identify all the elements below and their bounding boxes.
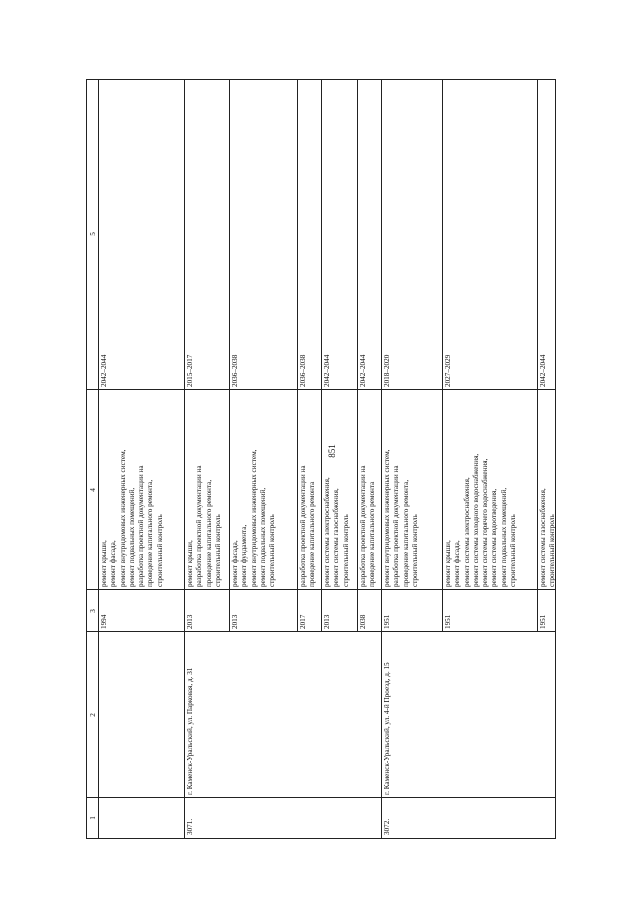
work-line: строительный контроль	[410, 514, 419, 587]
works-cell	[185, 390, 224, 590]
year-cell: 2013	[323, 614, 331, 629]
year-cell: 2013	[186, 614, 194, 629]
work-line: ремонт крыши,	[186, 540, 194, 587]
year-cell: 2013	[231, 614, 239, 629]
period-cell: 2036–2038	[299, 354, 307, 387]
document-sheet	[86, 79, 556, 839]
work-line: ремонт системы холодного водоснабжения,	[471, 453, 480, 587]
period-cell: 2018–2020	[383, 354, 391, 387]
period-cell: 2042–2044	[323, 354, 331, 387]
work-line: строительный контроль	[509, 514, 518, 587]
period-cell: 2027–2029	[444, 354, 452, 387]
address-cell: г. Каменск-Уральский, ул. 4-й Проезд, д. 15	[383, 662, 391, 795]
work-line: ремонт подвальных помещений,	[127, 487, 136, 587]
period-cell: 2042–2044	[100, 354, 108, 387]
work-line: ремонт фундамента,	[240, 524, 249, 587]
header-col-3: 3	[89, 609, 97, 613]
works-cell	[538, 390, 559, 590]
page-number: 851	[327, 444, 337, 458]
works-cell	[322, 390, 352, 590]
header-col-4: 4	[89, 488, 97, 492]
work-line: ремонт подвальных помещений,	[258, 487, 267, 587]
work-line: ремонт системы газоснабжения,	[539, 488, 547, 587]
work-line: ремонт внутридомовых инженерных систем,	[383, 449, 391, 587]
header-col-2: 2	[89, 713, 97, 717]
row-number: 3072.	[383, 818, 391, 835]
work-line: строительный контроль	[341, 514, 350, 587]
work-line: ремонт фасада,	[453, 540, 462, 587]
work-line: строительный контроль	[213, 514, 222, 587]
work-line: строительный контроль	[548, 514, 557, 587]
work-line: разработка проектной документации на	[195, 465, 204, 587]
work-line: ремонт крыши,	[444, 540, 452, 587]
work-line: ремонт внутридомовых инженерных систем,	[118, 449, 127, 587]
works-cell	[382, 390, 421, 590]
work-line: проведение капитального ремонта,	[146, 479, 155, 587]
year-cell: 1951	[539, 614, 547, 629]
period-cell: 2042–2044	[539, 354, 547, 387]
work-line: проведение капитального ремонта	[368, 481, 377, 587]
work-line: ремонт внутридомовых инженерных систем,	[249, 449, 258, 587]
year-cell: 1951	[383, 614, 391, 629]
header-col-5: 5	[89, 232, 97, 236]
work-line: ремонт системы газоснабжения,	[332, 488, 341, 587]
col-divider	[87, 797, 555, 798]
year-cell: 1951	[444, 614, 452, 629]
year-cell: 1994	[100, 614, 108, 629]
period-cell: 2036–2038	[231, 354, 239, 387]
work-line: ремонт системы водоотведения,	[490, 488, 499, 587]
address-cell: г. Каменск-Уральский, ул. Парковая, д. 31	[186, 667, 194, 795]
period-cell: 2015–2017	[186, 354, 194, 387]
work-line: разработка проектной документации на	[299, 465, 307, 587]
work-line: ремонт системы горячего водоснабжения,	[481, 458, 490, 587]
row-number: 3071.	[186, 818, 194, 835]
work-line: ремонт крыши,	[100, 540, 108, 587]
work-line: проведение капитального ремонта,	[401, 479, 410, 587]
works-cell	[358, 390, 379, 590]
work-line: строительный контроль	[155, 514, 164, 587]
works-table	[86, 79, 556, 839]
work-line: разработка проектной документации на	[359, 465, 367, 587]
works-cell	[99, 390, 166, 590]
work-line: разработка проектной документации на	[137, 465, 146, 587]
work-line: ремонт фасада,	[109, 540, 118, 587]
period-cell: 2042–2044	[359, 354, 367, 387]
work-line: проведение капитального ремонта,	[204, 479, 213, 587]
works-cell	[298, 390, 319, 590]
work-line: ремонт системы электроснабжения,	[323, 477, 331, 587]
work-line: проведение капитального ремонта	[308, 481, 317, 587]
work-line: разработка проектной документации на	[392, 465, 401, 587]
year-cell: 2038	[359, 614, 367, 629]
year-cell: 2017	[299, 614, 307, 629]
work-line: строительный контроль	[268, 514, 277, 587]
work-line: ремонт системы электроснабжения,	[462, 477, 471, 587]
works-cell	[443, 390, 519, 590]
header-col-1: 1	[89, 816, 97, 820]
work-line: ремонт фасада,	[231, 540, 239, 587]
work-line: ремонт подвальных помещений,	[499, 487, 508, 587]
works-cell	[230, 390, 278, 590]
